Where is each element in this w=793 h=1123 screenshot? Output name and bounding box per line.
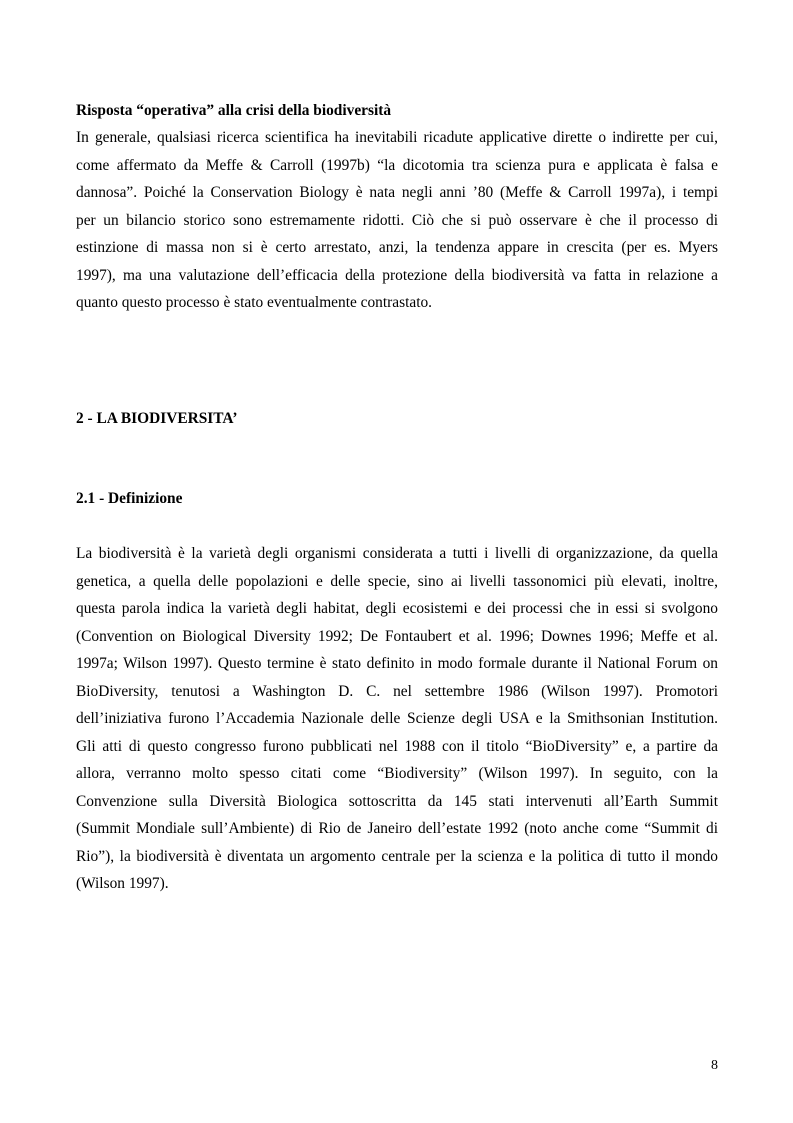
paragraph-line: Gli atti di questo congresso furono pubblicati nel 1988 con il titolo “BioDiversity” e, a partire da bbox=[76, 737, 718, 755]
paragraph-line: questa parola indica la varietà degli habitat, degli ecosistemi e dei processi che in essi si svolgono bbox=[76, 600, 718, 617]
paragraph-line: quanto questo processo è stato eventualmente contrastato. bbox=[76, 294, 433, 311]
chapter-heading: 2 - LA BIODIVERSITA’ bbox=[76, 410, 238, 427]
paragraph-definition bbox=[76, 540, 718, 898]
subsection-heading: Risposta “operativa” alla crisi della biodiversità bbox=[76, 102, 392, 119]
paragraph-line: allora, verranno molto spesso citati come “Biodiversity” (Wilson 1997). In seguito, con la bbox=[76, 765, 718, 782]
paragraph-line: (Convention on Biological Diversity 1992; De Fontaubert et al. 1996; Downes 1996; Meffe et al. bbox=[76, 627, 718, 645]
paragraph-line: 1997), ma una valutazione dell’efficacia della protezione della biodiversità va fatta in relazione a bbox=[76, 266, 718, 284]
paragraph-line: dannosa”. Poiché la Conservation Biology è nata negli anni ’80 (Meffe & Carroll 1997a), i tempi bbox=[76, 184, 718, 201]
paragraph-line: estinzione di massa non si è certo arrestato, anzi, la tendenza appare in crescita (per es. Myers bbox=[76, 239, 718, 256]
paragraph-line: Rio”), la biodiversità è diventata un argomento centrale per la scienza e la politica di tutto il mondo bbox=[76, 847, 718, 865]
paragraph-line: (Wilson 1997). bbox=[76, 875, 169, 892]
paragraph-line: genetica, a quella delle popolazioni e delle specie, sino ai livelli tassonomici più elevati, inoltre, bbox=[76, 572, 718, 590]
paragraph-line: BioDiversity, tenutosi a Washington D. C. nel settembre 1986 (Wilson 1997). Promotori bbox=[76, 682, 718, 700]
paragraph-line: La biodiversità è la varietà degli organismi considerata a tutti i livelli di organizzazione, da quella bbox=[76, 545, 718, 562]
page-number: 8 bbox=[711, 1058, 718, 1073]
paragraph-line: come affermato da Meffe & Carroll (1997b) “la dicotomia tra scienza pura e applicata è falsa e bbox=[76, 156, 718, 174]
paragraph-intro bbox=[76, 124, 718, 317]
paragraph-line: Convenzione sulla Diversità Biologica sottoscritta da 145 stati intervenuti all’Earth Summit bbox=[76, 792, 718, 810]
section-heading: 2.1 - Definizione bbox=[76, 490, 183, 507]
paragraph-line: dell’iniziativa furono l’Accademia Nazionale delle Scienze degli USA e la Smithsonian Institution. bbox=[76, 710, 718, 727]
paragraph-line: per un bilancio storico sono estremamente ridotti. Ciò che si può osservare è che il processo di bbox=[76, 211, 718, 229]
paragraph-line: In generale, qualsiasi ricerca scientifica ha inevitabili ricadute applicative dirette o indirette per cui, bbox=[76, 129, 718, 146]
paragraph-line: 1997a; Wilson 1997). Questo termine è stato definito in modo formale durante il National Forum on bbox=[76, 655, 718, 672]
paragraph-line: (Summit Mondiale sull’Ambiente) di Rio de Janeiro dell’estate 1992 (noto anche come “Summit di bbox=[76, 820, 718, 837]
